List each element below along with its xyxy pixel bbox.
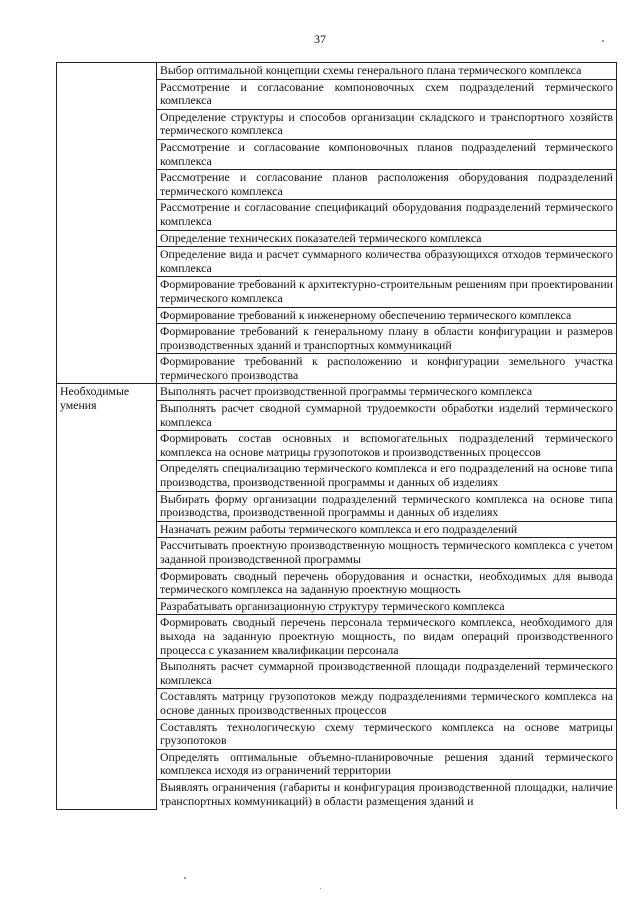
skill-cell: Выполнять расчет производственной программы термического комплекса (157, 384, 617, 401)
page-number: 37 (314, 32, 326, 46)
labor-action-cell: Формирование требований к инженерному обеспечению термического комплекса (157, 307, 617, 324)
skills-section-label: Необходимые умения (57, 384, 157, 809)
skill-cell: Составлять матрицу грузопотоков между подразделениями термического комплекса на основе данных производственных процессов (157, 689, 617, 719)
table-row (57, 63, 617, 80)
labor-action-cell: Определение технических показателей термического комплекса (157, 230, 617, 247)
skill-cell: Определять специализацию термического комплекса и его подразделений на основе типа производства, производственной программы и данных об изделиях (157, 461, 617, 491)
skill-cell: Составлять технологическую схему термического комплекса на основе матрицы грузопотоков (157, 719, 617, 749)
skill-cell: Формировать состав основных и вспомогательных подразделений термического комплекса на основе матрицы грузопотоков и производственных процессов (157, 431, 617, 461)
labor-action-cell: Рассмотрение и согласование компоновочных планов подразделений термического комплекса (157, 139, 617, 169)
scan-speck (320, 888, 321, 889)
scan-speck (184, 877, 186, 879)
labor-action-cell: Выбор оптимальной концепции схемы генерального плана термического комплекса (157, 63, 617, 80)
continued-section-label-cell (57, 63, 157, 384)
competency-table (56, 62, 617, 810)
labor-action-cell: Формирование требований к архитектурно-строительным решениям при проектировании термического комплекса (157, 277, 617, 307)
skill-cell: Разрабатывать организационную структуру термического комплекса (157, 598, 617, 615)
labor-action-cell: Рассмотрение и согласование спецификаций оборудования подразделений термического комплекса (157, 200, 617, 230)
skill-cell: Выбирать форму организации подразделений термического комплекса на основе типа производства, производственной программы и данных об изделиях (157, 491, 617, 521)
labor-action-cell: Рассмотрение и согласование планов расположения оборудования подразделений термического комплекса (157, 170, 617, 200)
labor-action-cell: Рассмотрение и согласование компоновочных схем подразделений термического комплекса (157, 79, 617, 109)
skill-cell: Формировать сводный перечень оборудования и оснастки, необходимых для вывода термического комплекса на заданную проектную мощность (157, 568, 617, 598)
skill-cell: Выполнять расчет суммарной производственной площади подразделений термического комплекса (157, 659, 617, 689)
labor-action-cell: Формирование требований к расположению и конфигурации земельного участка термического производства (157, 354, 617, 384)
labor-action-cell: Определение структуры и способов организации складского и транспортного хозяйств термического комплекса (157, 109, 617, 139)
labor-action-cell: Определение вида и расчет суммарного количества образующихся отходов термического комплекса (157, 247, 617, 277)
skill-cell: Определять оптимальные объемно-планировочные решения зданий термического комплекса исходя из ограничений территории (157, 749, 617, 779)
scan-speck (602, 40, 604, 42)
table-body (57, 63, 617, 810)
labor-action-cell: Формирование требований к генеральному плану в области конфигурации и размеров производственных зданий и транспортных коммуникаций (157, 324, 617, 354)
skill-cell: Выполнять расчет сводной суммарной трудоемкости обработки изделий термического комплекса (157, 401, 617, 431)
skill-cell: Назначать режим работы термического комплекса и его подразделений (157, 521, 617, 538)
skill-cell: Рассчитывать проектную производственную мощность термического комплекса с учетом заданной производственной программы (157, 538, 617, 568)
skill-cell: Формировать сводный перечень персонала термического комплекса, необходимого для выхода на заданную проектную мощность, по видам операций производственного процесса с указанием квалификации персонала (157, 615, 617, 659)
skill-cell: Выявлять ограничения (габариты и конфигурация производственной площадки, наличие транспортных коммуникаций) в области размещения зданий и (157, 779, 617, 809)
table-row (57, 384, 617, 401)
